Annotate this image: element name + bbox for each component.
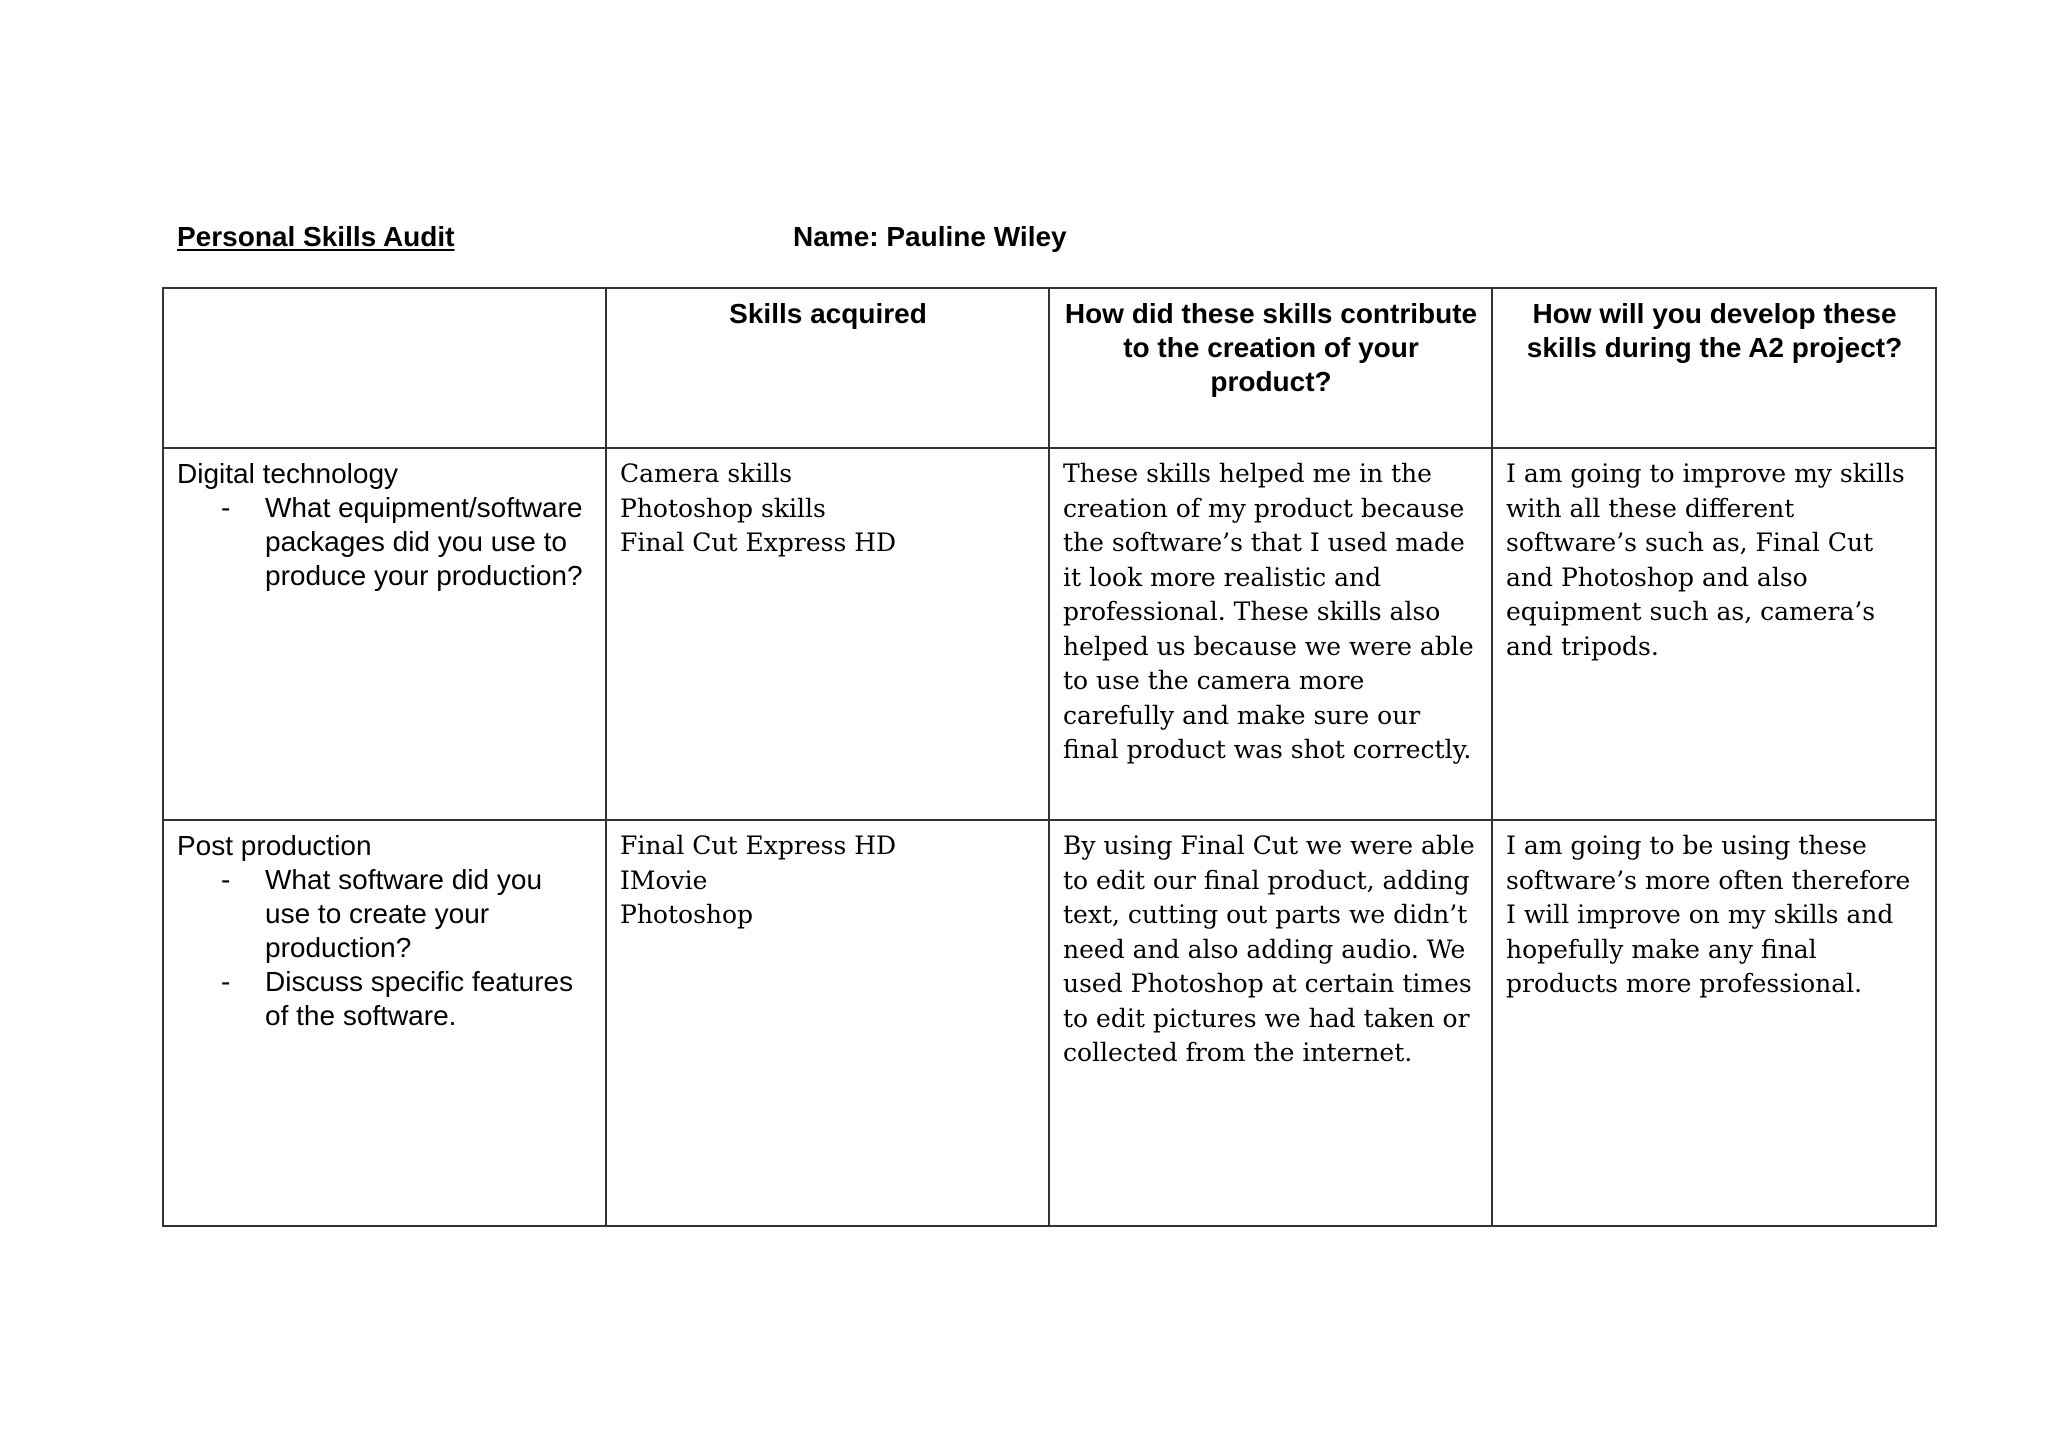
table-row-post-production	[163, 820, 1936, 1226]
column-header-skills-acquired: Skills acquired	[606, 288, 1049, 448]
development-text: I am going to improve my skills with all these different software’s such as, Final Cut and Photoshop and also equipment such as, camera’s and tripods.	[1506, 459, 1905, 661]
column-header-development: How will you develop these skills during the A2 project?	[1492, 288, 1936, 448]
dash-bullet: -	[221, 864, 231, 895]
column-header-contribution: How did these skills contribute to the creation of your product?	[1049, 288, 1492, 448]
contribution-text: These skills helped me in the creation of my product because the software’s that I used made it look more realistic and professional. These skills also helped us because we were able to use the camera more carefully and make sure our final product was shot correctly.	[1063, 459, 1474, 764]
dash-bullet: -	[221, 966, 231, 997]
prompt-text: What equipment/software packages did you use to produce your production?	[265, 492, 583, 591]
prompt-item	[177, 965, 593, 1033]
contribution-cell	[1049, 448, 1492, 820]
table-header-row	[163, 288, 1936, 448]
development-cell	[1492, 448, 1936, 820]
contribution-cell	[1049, 820, 1492, 1226]
dash-bullet: -	[221, 492, 231, 523]
development-cell	[1492, 820, 1936, 1226]
development-text: I am going to be using these software’s more often therefore I will improve on my skills and hopefully make any final products more professional.	[1506, 831, 1911, 998]
skills-cell	[606, 820, 1049, 1226]
prompt-list	[177, 863, 593, 1033]
prompt-text: Discuss specific features of the software.	[265, 966, 574, 1031]
prompt-text: What software did you use to create your production?	[265, 864, 543, 963]
document-title: Personal Skills Audit	[177, 221, 455, 252]
column-header-category	[163, 288, 606, 448]
prompt-item	[177, 863, 593, 965]
category-cell	[163, 448, 606, 820]
skills-cell	[606, 448, 1049, 820]
category-title: Digital technology	[177, 458, 399, 489]
category-title: Post production	[177, 830, 372, 861]
table-row-digital-technology	[163, 448, 1936, 820]
prompt-list	[177, 491, 593, 593]
student-name: Name: Pauline Wiley	[793, 221, 1067, 252]
skills-text: Final Cut Express HD IMovie Photoshop	[620, 831, 897, 929]
skills-text: Camera skills Photoshop skills Final Cut Express HD	[620, 459, 897, 557]
contribution-text: By using Final Cut we were able to edit our final product, adding text, cutting out parts we didn’t need and also adding audio. We used Photoshop at certain times to edit pictures we had taken or collected from the internet.	[1063, 831, 1475, 1067]
category-cell	[163, 820, 606, 1226]
skills-audit-table	[162, 287, 1937, 1227]
document-header	[177, 221, 1877, 261]
prompt-item	[177, 491, 593, 593]
